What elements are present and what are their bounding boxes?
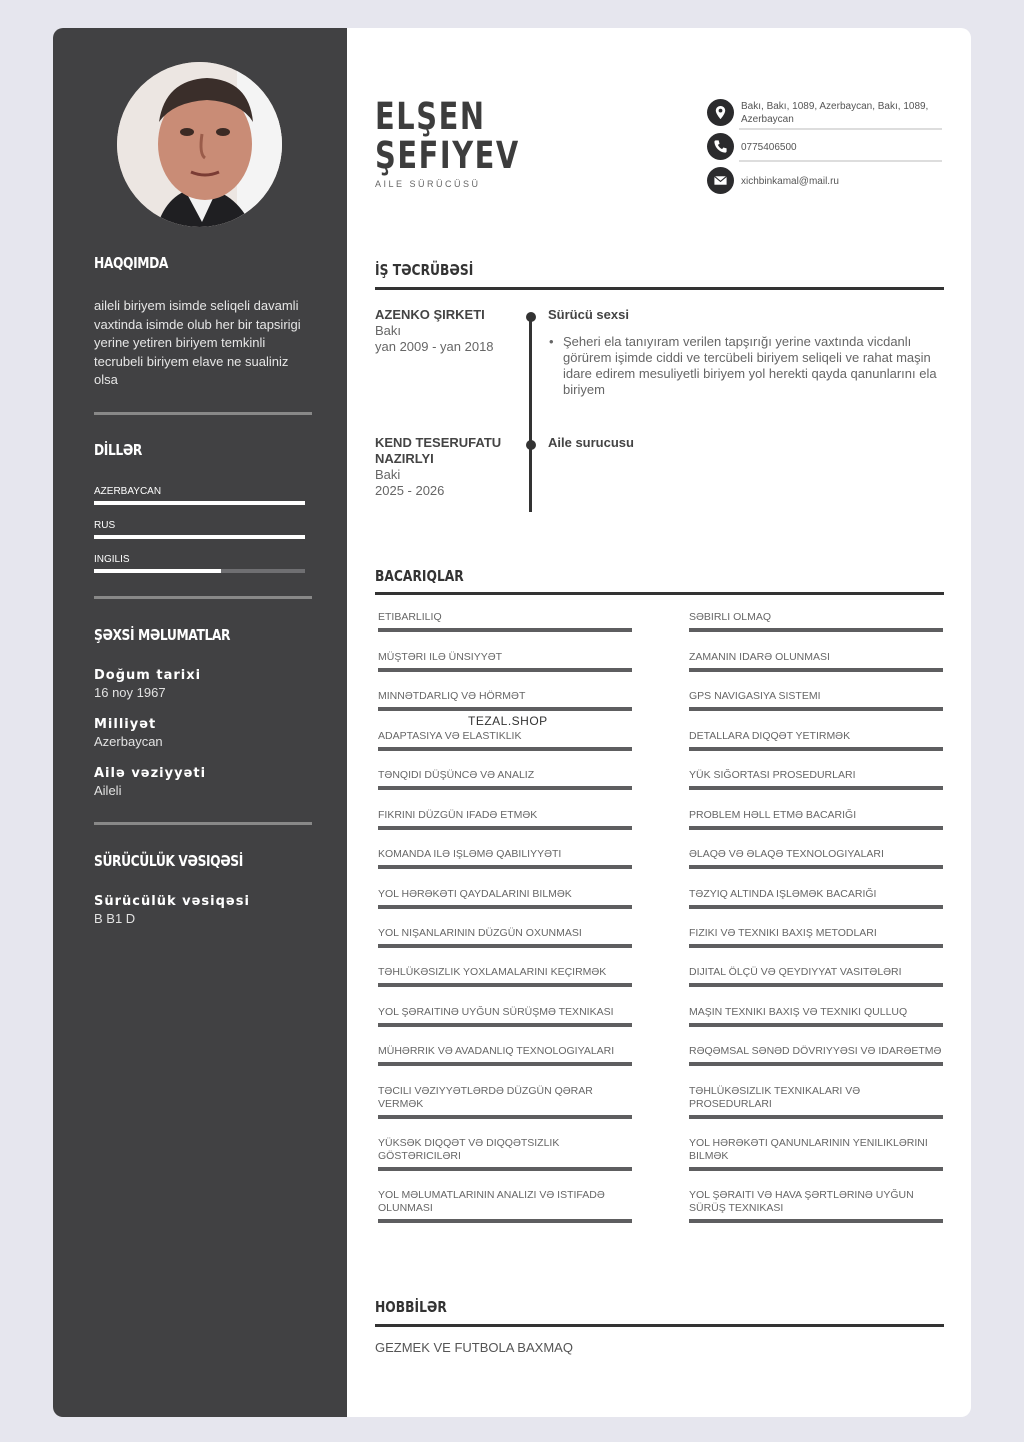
skill-item [378, 730, 632, 751]
skill-name: MÜHƏRRIK VƏ AVADANLIQ TEXNOLOGIYALARI [378, 1045, 615, 1057]
skill-level-bar [689, 826, 943, 830]
phone-icon [707, 133, 734, 160]
skill-item [689, 1137, 943, 1171]
skill-level-bar [378, 707, 632, 711]
skill-name: ADAPTASIYA VƏ ELASTIKLIK [378, 730, 522, 742]
profile-photo [117, 62, 282, 227]
job-city: Bakı [375, 323, 402, 338]
skill-item [378, 809, 632, 830]
watermark-text: TEZAL.SHOP [468, 714, 548, 728]
skill-level-bar [689, 1023, 943, 1027]
job-period: yan 2009 - yan 2018 [375, 339, 494, 354]
last-name: ŞEFIYEV [375, 134, 520, 177]
skill-name: MAŞIN TEXNIKI BAXIŞ VƏ TEXNIKI QULLUQ [689, 1006, 908, 1018]
skill-level-bar [689, 707, 943, 711]
skill-name: DIJITAL ÖLÇÜ VƏ QEYDIYYAT VASITƏLƏRI [689, 966, 902, 978]
skill-name: MINNƏTDARLIQ VƏ HÖRMƏT [378, 690, 526, 702]
skill-level-bar [378, 905, 632, 909]
marital-status-value: Aileli [94, 783, 122, 798]
language-name: INGILIS [94, 554, 130, 565]
skill-name: TƏNQIDI DÜŞÜNCƏ VƏ ANALIZ [378, 769, 535, 781]
email-text[interactable]: xichbinkamal@mail.ru [741, 176, 839, 187]
nationality-value: Azerbaycan [94, 734, 163, 749]
skill-name: YOL MƏLUMATLARININ ANALIZI VƏ ISTIFADƏ OLUNMASI [378, 1189, 605, 1214]
skill-level-bar [378, 668, 632, 672]
license-label: Sürücülük vəsiqəsi [94, 894, 250, 909]
skill-level-bar [689, 668, 943, 672]
skill-name: YOL HƏRƏKƏTI QANUNLARININ YENILIKLƏRINI BILMƏK [689, 1137, 928, 1162]
skill-item [378, 966, 632, 987]
skill-level-bar [378, 1023, 632, 1027]
skill-level-bar [378, 1115, 632, 1119]
address-text: Bakı, Bakı, 1089, Azerbaycan, Bakı, 1089, Azerbaycan [741, 101, 929, 125]
section-divider [375, 287, 944, 290]
skill-item [378, 1189, 632, 1223]
timeline-dot [526, 440, 536, 450]
personal-heading: ŞƏXSİ MƏLUMATLAR [94, 626, 231, 644]
about-text: aileli biriyem isimde seliqeli davamli vaxtinda isimde olub her bir tapsirigi yerine yetiren biriyem temkinli tecrubeli biriyem elave ne sualiniz olsa [94, 298, 301, 387]
language-item [94, 486, 305, 505]
skill-item [378, 1137, 632, 1171]
skill-item [689, 690, 943, 711]
skill-item [378, 1085, 632, 1119]
language-item [94, 520, 305, 539]
contact-divider [739, 128, 942, 130]
envelope-icon [707, 167, 734, 194]
skill-item [689, 1006, 943, 1027]
skill-item [689, 769, 943, 790]
language-name: RUS [94, 520, 116, 531]
skill-item [689, 888, 943, 909]
skill-item [378, 1006, 632, 1027]
skill-name: ƏLAQƏ VƏ ƏLAQƏ TEXNOLOGIYALARI [689, 848, 884, 860]
nationality-label: Milliyət [94, 717, 157, 732]
skill-name: PROBLEM HƏLL ETMƏ BACARIĞI [689, 809, 857, 821]
divider [94, 412, 312, 415]
skill-name: FIKRINI DÜZGÜN IFADƏ ETMƏK [378, 809, 538, 821]
job-title: Sürücü sexsi [548, 307, 629, 322]
full-name [375, 97, 520, 175]
skill-name: FIZIKI VƏ TEXNIKI BAXIŞ METODLARI [689, 927, 877, 939]
skill-item [378, 888, 632, 909]
skill-level-bar [689, 786, 943, 790]
skill-item [378, 769, 632, 790]
skill-item [689, 809, 943, 830]
skill-level-bar [378, 826, 632, 830]
language-level-bar [94, 569, 305, 573]
language-level-fill [94, 535, 305, 539]
skill-name: TƏZYIQ ALTINDA IŞLƏMƏK BACARIĞI [689, 888, 877, 900]
skill-name: TƏHLÜKƏSIZLIK TEXNIKALARI VƏ PROSEDURLARI [689, 1085, 861, 1110]
timeline-dot [526, 312, 536, 322]
skill-level-bar [378, 1062, 632, 1066]
timeline-line [529, 316, 532, 512]
language-level-fill [94, 569, 221, 573]
skill-name: KOMANDA ILƏ IŞLƏMƏ QABILIYYƏTI [378, 848, 562, 860]
section-divider [375, 1324, 944, 1327]
skill-item [378, 690, 632, 711]
language-name: AZERBAYCAN [94, 486, 162, 497]
divider [94, 822, 312, 825]
skill-name: TƏCILI VƏZIYYƏTLƏRDƏ DÜZGÜN QƏRAR VERMƏK [378, 1085, 593, 1110]
skill-level-bar [378, 1167, 632, 1171]
section-divider [375, 592, 944, 595]
skill-name: DETALLARA DIQQƏT YETIRMƏK [689, 730, 851, 742]
contact-divider [739, 160, 942, 162]
language-level-bar [94, 501, 305, 505]
about-heading: HAQQIMDA [94, 254, 168, 272]
phone-text[interactable]: 0775406500 [741, 142, 797, 153]
job-period: 2025 - 2026 [375, 483, 445, 498]
skills-heading: BACARIQLAR [375, 567, 464, 585]
location-pin-icon [707, 99, 734, 126]
main-content [347, 28, 971, 1417]
language-item [94, 554, 305, 573]
job-company: AZENKO ŞIRKETI [375, 307, 485, 322]
skill-name: ZAMANIN IDARƏ OLUNMASI [689, 651, 830, 663]
skill-level-bar [689, 747, 943, 751]
skill-item [689, 1189, 943, 1223]
skill-item [378, 927, 632, 948]
skill-level-bar [689, 865, 943, 869]
skill-item [378, 651, 632, 672]
experience-heading: İŞ TƏCRÜBƏSİ [375, 261, 474, 279]
skill-item [689, 1085, 943, 1119]
skill-item [378, 1045, 632, 1066]
job-role: AILE SÜRÜCÜSÜ [375, 179, 481, 189]
skill-name: GPS NAVIGASIYA SISTEMI [689, 690, 821, 702]
license-heading: SÜRÜCÜLÜK VƏSIQƏSİ [94, 852, 243, 870]
skill-item [689, 927, 943, 948]
skill-name: YOL ŞƏRAITI VƏ HAVA ŞƏRTLƏRINƏ UYĞUN SÜRÜŞ TEXNIKASI [689, 1189, 914, 1214]
skill-name: ETIBARLILIQ [378, 611, 442, 623]
skill-level-bar [689, 983, 943, 987]
languages-heading: DİLLƏR [94, 441, 142, 459]
skill-level-bar [689, 1062, 943, 1066]
job-city: Baki [375, 467, 401, 482]
skill-level-bar [378, 983, 632, 987]
sidebar [53, 28, 347, 1417]
skill-name: YÜKSƏK DIQQƏT VƏ DIQQƏTSIZLIK GÖSTƏRICILƏRI [378, 1137, 560, 1162]
skill-level-bar [378, 944, 632, 948]
skill-level-bar [378, 786, 632, 790]
skill-item [378, 611, 632, 632]
skill-level-bar [378, 1219, 632, 1223]
skill-item [689, 1045, 943, 1066]
job-description: • Şeheri ela tanıyıram verilen tapşırığı yerine vaxtında vicdanlı görürem işimde ciddi ve tercübeli biriyem seliqeli ve rahat maşin idare edirem mesuliyetli biriyem yol herekti qayda qanunlarını ela biriyem [563, 334, 943, 398]
skill-name: TƏHLÜKƏSIZLIK YOXLAMALARINI KEÇIRMƏK [378, 966, 607, 978]
skill-name: YOL NIŞANLARININ DÜZGÜN OXUNMASI [378, 927, 582, 939]
skill-level-bar [689, 1167, 943, 1171]
skill-level-bar [378, 747, 632, 751]
skill-level-bar [689, 1115, 943, 1119]
skill-item [689, 651, 943, 672]
hobbies-text: GEZMEK VE FUTBOLA BAXMAQ [375, 1340, 573, 1355]
skill-level-bar [689, 905, 943, 909]
resume-page [53, 28, 971, 1417]
first-name: ELŞEN [375, 95, 486, 138]
skill-name: YOL HƏRƏKƏTI QAYDALARINI BILMƏK [378, 888, 572, 900]
skill-name: YÜK SIĞORTASI PROSEDURLARI [689, 769, 856, 781]
skill-level-bar [689, 1219, 943, 1223]
birth-date-label: Doğum tarixi [94, 668, 202, 683]
skill-item [378, 848, 632, 869]
skill-name: YOL ŞƏRAITINƏ UYĞUN SÜRÜŞMƏ TEXNIKASI [378, 1006, 614, 1018]
skill-name: RƏQƏMSAL SƏNƏD DÖVRIYYƏSI VƏ IDARƏETMƏ [689, 1045, 942, 1057]
marital-status-label: Ailə vəziyyəti [94, 766, 207, 781]
skill-item [689, 730, 943, 751]
job-company: KEND TESERUFATU NAZIRLYI [375, 435, 502, 466]
license-value: B B1 D [94, 911, 136, 926]
skill-item [689, 611, 943, 632]
skill-name: MÜŞTƏRI ILƏ ÜNSIYYƏT [378, 651, 503, 663]
job-title: Aile surucusu [548, 435, 634, 450]
skill-level-bar [689, 944, 943, 948]
skill-level-bar [689, 628, 943, 632]
skill-level-bar [378, 865, 632, 869]
divider [94, 596, 312, 599]
skill-item [689, 966, 943, 987]
skill-level-bar [378, 628, 632, 632]
skill-name: SƏBIRLI OLMAQ [689, 611, 772, 623]
language-level-bar [94, 535, 305, 539]
language-level-fill [94, 501, 305, 505]
hobbies-heading: HOBBİLƏR [375, 1298, 447, 1316]
birth-date-value: 16 noy 1967 [94, 685, 166, 700]
skill-item [689, 848, 943, 869]
